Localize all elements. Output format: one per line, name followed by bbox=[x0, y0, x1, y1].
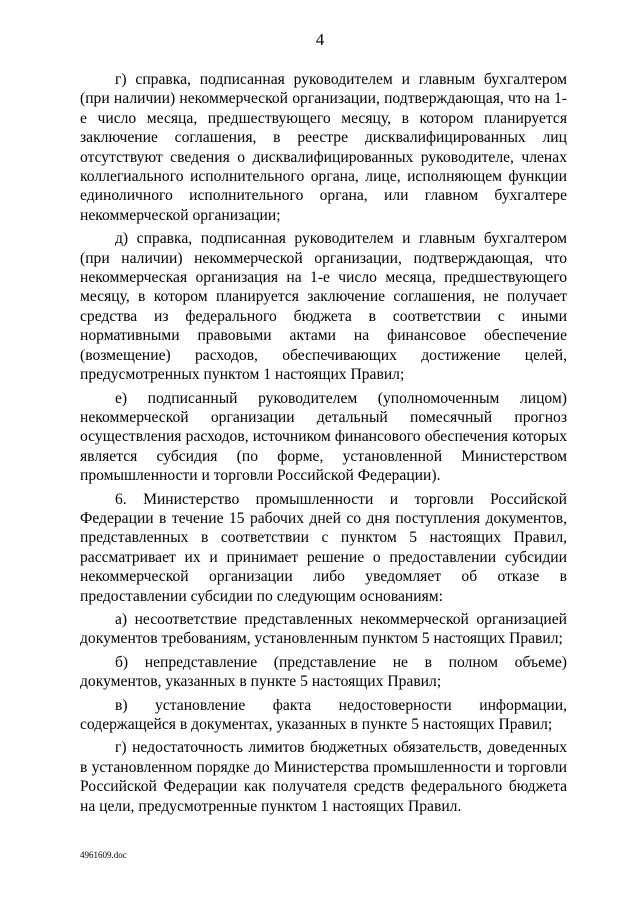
paragraph-v-false-information: в) установление факта недостоверности информации, содержащейся в документах, указанных в пункте 5 настоящих Правил; bbox=[80, 696, 567, 733]
paragraph-e-monthly-forecast: е) подписанный руководителем (уполномоченным лицом) некоммерческой организации детальный помесячный прогноз осуществления расходов, источником финансового обеспечения которых является субсидия (по форме, установленной Министерством промышленности и торговли Российской Федерации). bbox=[80, 389, 567, 485]
page-number: 4 bbox=[315, 30, 325, 49]
paragraph-d-certificate-no-funds: д) справка, подписанная руководителем и главным бухгалтером (при наличии) некоммерческой организации, подтверждающая, что некоммерческая организация на 1-е число месяца, предшествующего месяцу, в котором планируется заключение соглашения, не получает средства из федерального бюджета в соответствии с иными нормативными правовыми актами на финансовое обеспечение (возмещение) расходов, обеспечивающих достижение целей, предусмотренных пунктом 1 настоящих Правил; bbox=[80, 230, 567, 384]
paragraph-a-nonconformity: а) несоответствие представленных некоммерческой организацией документов требованиям, установленным пунктом 5 настоящих Правил; bbox=[80, 610, 567, 648]
paragraph-b-nonsubmission: б) непредставление (представление не в полном объеме) документов, указанных в пункте 5 настоящих Правил; bbox=[80, 653, 567, 691]
paragraph-6-review-decision: 6. Министерство промышленности и торговли Российской Федерации в течение 15 рабочих дней со дня поступления документов, представленных в соответствии с пунктом 5 настоящих Правил, рассматривает их и принимает решение о предоставлении субсидии некоммерческой организации либо уведомляет об отказе в предоставлении субсидии по следующим основаниям: bbox=[80, 490, 567, 605]
paragraph-g-certificate-disqualified: г) справка, подписанная руководителем и главным бухгалтером (при наличии) некоммерческой организации, подтверждающая, что на 1-е число месяца, предшествующего месяцу, в котором планируется заключение соглашения, в реестре дисквалифицированных лиц отсутствуют сведения о дисквалифицированных руководителе, членах коллегиального исполнительного органа, лице, исполняющем функции единоличного исполнительного органа, или главном бухгалтере некоммерческой организации; bbox=[80, 71, 567, 224]
footer-file-name: 4961609.doc bbox=[80, 850, 127, 860]
document-body bbox=[80, 70, 567, 820]
paragraph-g-insufficient-limits: г) недостаточность лимитов бюджетных обязательств, доведенных в установленном порядке до Министерства промышленности и торговли Российской Федерации как получателя средств федерального бюджета на цели, предусмотренные пунктом 1 настоящих Правил. bbox=[80, 739, 567, 815]
